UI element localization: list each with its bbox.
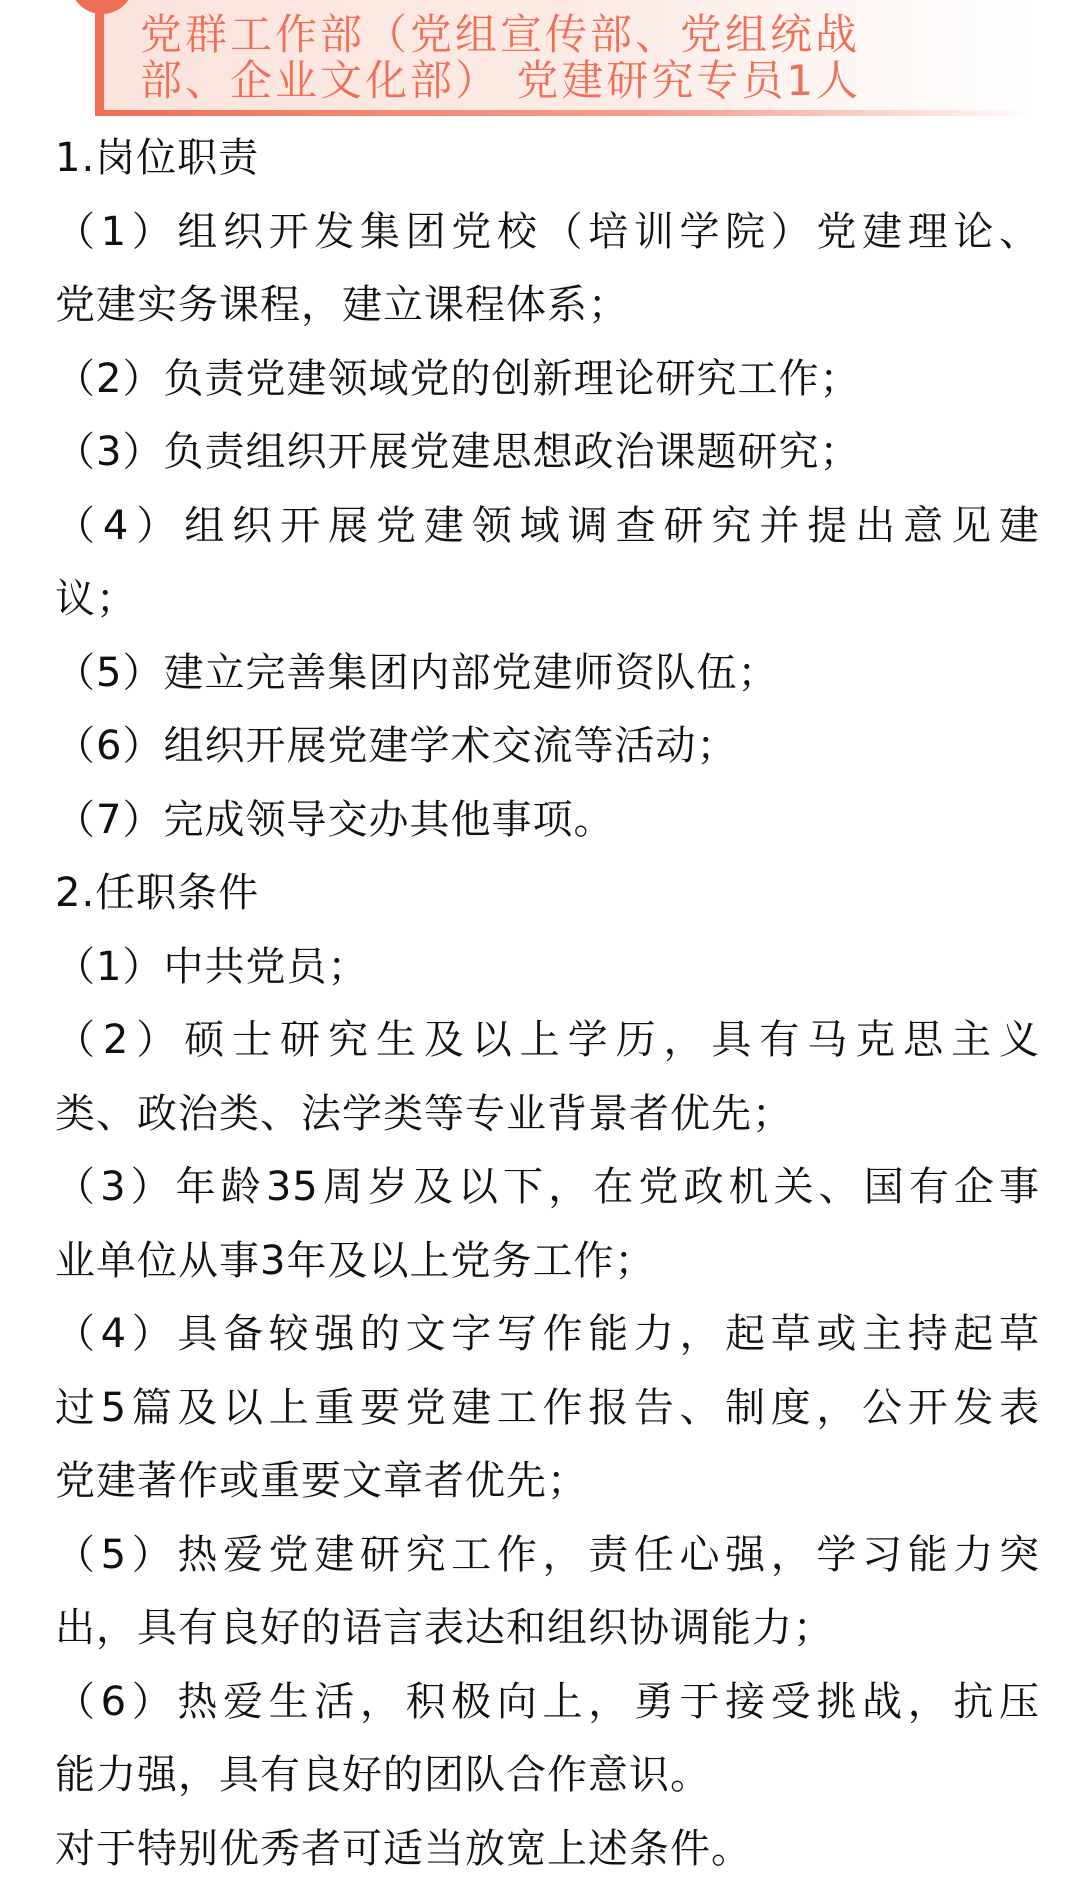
requirement-item-4-cont-2: 党建著作或重要文章者优先； — [55, 1445, 1040, 1519]
duty-item-3: （3）负责组织开展党建思想政治课题研究； — [55, 416, 1040, 490]
requirement-item-1: （1）中共党员； — [55, 931, 1040, 1005]
duty-item-7: （7）完成领导交办其他事项。 — [55, 784, 1040, 858]
requirement-item-5: （5）热爱党建研究工作，责任心强，学习能力突 — [55, 1519, 1040, 1593]
requirement-item-2-cont: 类、政治类、法学类等专业背景者优先； — [55, 1078, 1040, 1152]
position-title-line-2: 部、企业文化部） 党建研究专员1人 — [140, 56, 861, 105]
requirement-item-3-cont: 业单位从事3年及以上党务工作； — [55, 1225, 1040, 1299]
header-accent-bar — [95, 0, 104, 116]
requirement-item-4-cont-1: 过5篇及以上重要党建工作报告、制度，公开发表 — [55, 1372, 1040, 1446]
header-underline — [95, 110, 1035, 116]
requirement-item-6-cont: 能力强，具有良好的团队合作意识。 — [55, 1739, 1040, 1813]
duty-item-4-cont: 议； — [55, 563, 1040, 637]
position-title — [140, 12, 1020, 104]
duty-item-6: （6）组织开展党建学术交流等活动； — [55, 710, 1040, 784]
position-title-line-1: 党群工作部（党组宣传部、党组统战 — [140, 10, 860, 59]
section-heading-requirements: 2.任职条件 — [55, 857, 1040, 931]
requirement-item-6: （6）热爱生活，积极向上，勇于接受挑战，抗压 — [55, 1666, 1040, 1740]
duty-item-1: （1）组织开发集团党校（培训学院）党建理论、 — [55, 196, 1040, 270]
job-description — [55, 122, 1040, 1886]
duty-item-5: （5）建立完善集团内部党建师资队伍； — [55, 637, 1040, 711]
section-heading-duties: 1.岗位职责 — [55, 122, 1040, 196]
duty-item-1-cont: 党建实务课程，建立课程体系； — [55, 269, 1040, 343]
requirement-item-4: （4）具备较强的文字写作能力，起草或主持起草 — [55, 1298, 1040, 1372]
closing-note: 对于特别优秀者可适当放宽上述条件。 — [55, 1813, 1040, 1886]
requirement-item-3: （3）年龄35周岁及以下，在党政机关、国有企事 — [55, 1151, 1040, 1225]
requirement-item-2: （2）硕士研究生及以上学历，具有马克思主义 — [55, 1004, 1040, 1078]
duty-item-4: （4）组织开展党建领域调查研究并提出意见建 — [55, 490, 1040, 564]
requirement-item-5-cont: 出，具有良好的语言表达和组织协调能力； — [55, 1592, 1040, 1666]
duty-item-2: （2）负责党建领域党的创新理论研究工作； — [55, 343, 1040, 417]
